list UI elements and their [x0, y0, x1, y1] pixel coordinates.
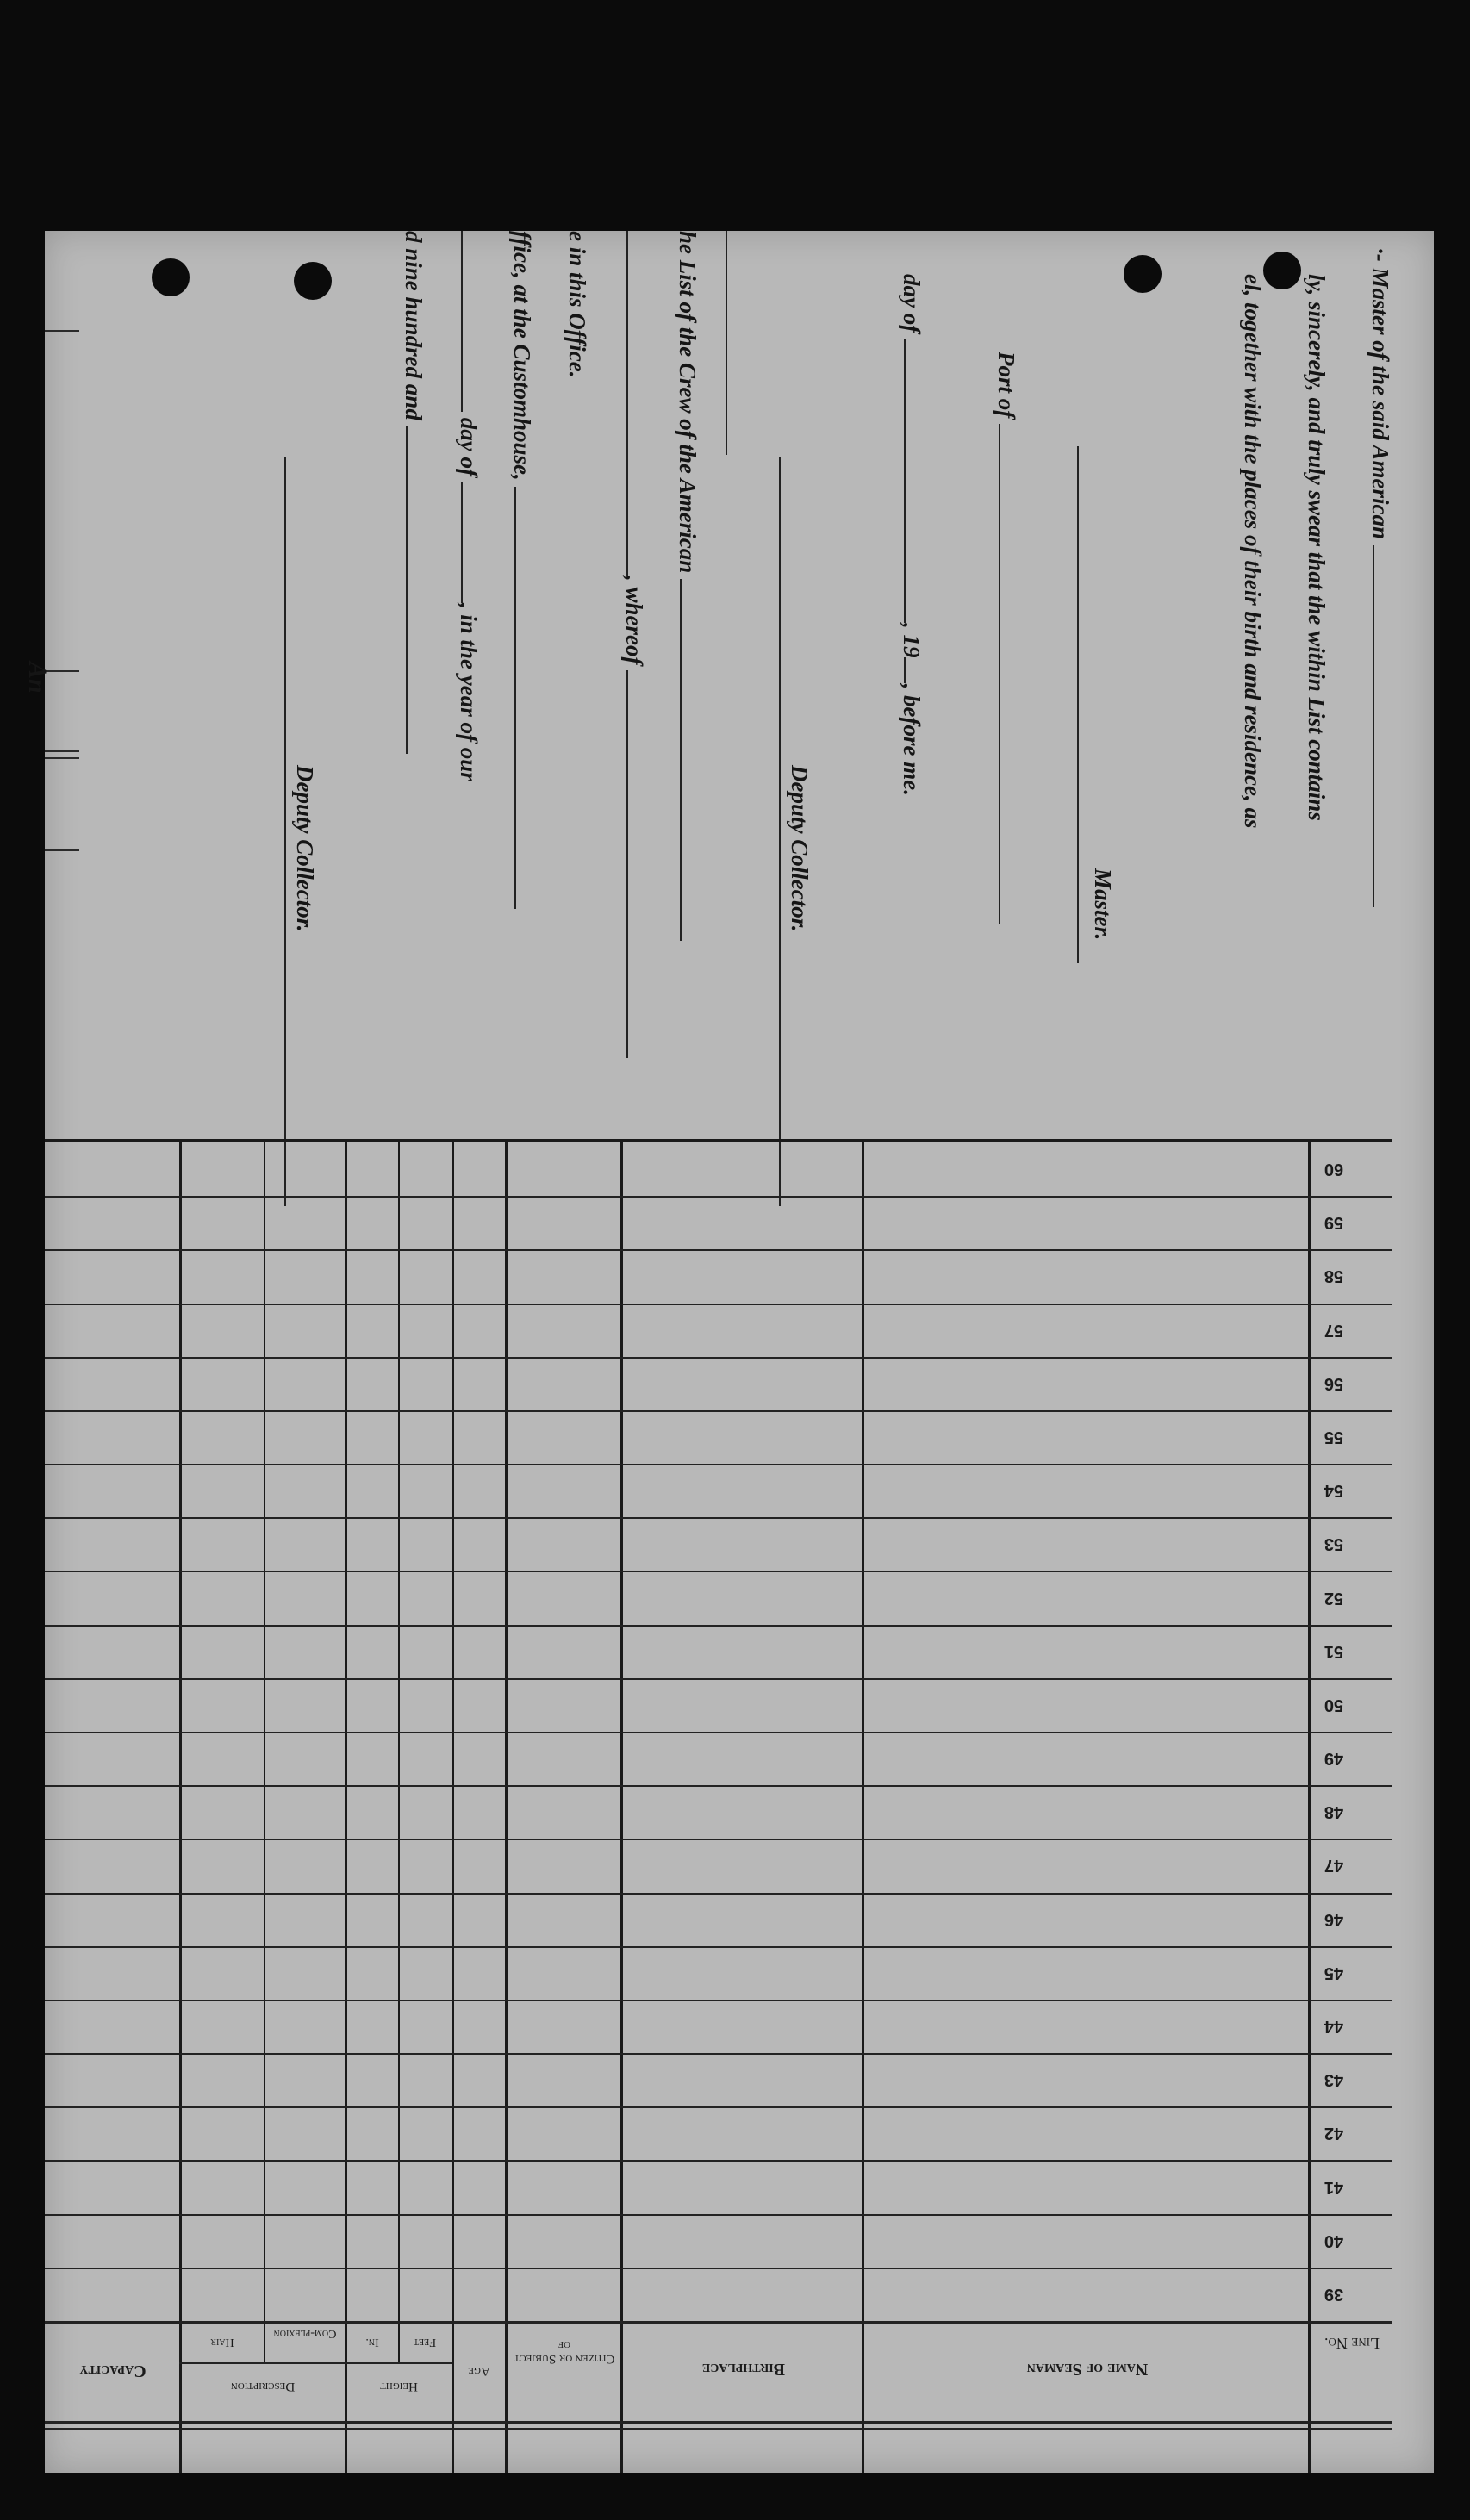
line-number: 53 [1324, 1534, 1344, 1553]
header-feet: Feet [413, 2336, 437, 2349]
table-row-line [45, 1732, 1392, 1733]
table-row-line [45, 1517, 1392, 1519]
line-number: 45 [1324, 1963, 1344, 1982]
line-number: 51 [1324, 1642, 1344, 1661]
height-desc-subheader-line [179, 2362, 452, 2364]
side-fragment-text: An [23, 662, 52, 694]
header-inches: In. [365, 2336, 379, 2349]
edge-stub [45, 330, 79, 332]
punch-hole [1263, 252, 1301, 289]
oath-line-3: el, together with the places of their birth and residence, as [1240, 274, 1266, 829]
table-row-line [45, 1893, 1392, 1895]
header-bottom-line [45, 2421, 1392, 2424]
header-hair: Hair [210, 2336, 234, 2349]
header-description: Description [230, 2380, 296, 2393]
oath-line-2: ly, sincerely, and truly swear that the within List contains [1304, 274, 1330, 821]
col-citizen-divider [505, 1139, 508, 2473]
table-row-line [45, 2000, 1392, 2001]
oath-master-label: Master. [1090, 868, 1116, 941]
table-row-line [45, 2268, 1392, 2269]
line-number: 39 [1324, 2285, 1344, 2304]
short-line [726, 231, 727, 455]
line-number: 54 [1324, 1481, 1344, 1500]
table-row-line [45, 1464, 1392, 1465]
table-row-line [45, 2214, 1392, 2216]
col-complexion-divider [264, 1139, 265, 2362]
col-name-divider [862, 1139, 864, 2473]
table-row-line [45, 2053, 1392, 2055]
line-number: 59 [1324, 1213, 1344, 1232]
header-age: Age [468, 2364, 490, 2378]
master-signature-line [1077, 446, 1079, 963]
line-number: 55 [1324, 1428, 1344, 1447]
table-row-line [45, 1357, 1392, 1359]
table-row-line [45, 2106, 1392, 2108]
table-row-line [45, 1946, 1392, 1948]
table-row-line [45, 1625, 1392, 1627]
line-number: 44 [1324, 2017, 1344, 2036]
deputy-signature-line-1 [779, 457, 781, 1206]
line-number: 57 [1324, 1321, 1344, 1340]
line-number: 46 [1324, 1910, 1344, 1929]
header-top-line [45, 2321, 1392, 2324]
line-number: 56 [1324, 1374, 1344, 1393]
oath-crew-list-line: he List of the Crew of the American [674, 231, 701, 941]
table-row-line [45, 1410, 1392, 1412]
header-birthplace: Birthplace [701, 2360, 786, 2379]
line-number: 41 [1324, 2178, 1344, 2197]
punch-hole [152, 258, 190, 296]
deputy-signature-line-2 [284, 457, 286, 1206]
table-row-line [45, 1839, 1392, 1840]
line-number: 58 [1324, 1266, 1344, 1285]
oath-customhouse-line: ffice, at the Customhouse, [508, 231, 536, 909]
edge-stub [45, 750, 79, 752]
col-birthplace-divider [620, 1139, 623, 2473]
deputy-collector-label-1: Deputy Collector. [787, 765, 813, 932]
oath-line-1: ·- Master of the said American [1367, 248, 1394, 907]
line-number: 40 [1324, 2231, 1344, 2250]
line-number: 60 [1324, 1160, 1344, 1179]
line-number: 52 [1324, 1589, 1344, 1608]
line-number: 48 [1324, 1802, 1344, 1821]
crew-list-sheet [23, 231, 1434, 2473]
deputy-collector-label-2: Deputy Collector. [292, 765, 318, 932]
header-name-of-seaman: Name of Seaman [1026, 2360, 1149, 2379]
line-number: 49 [1324, 1749, 1344, 1768]
header-citizen: Citizen or Subject of [514, 2338, 615, 2366]
header-bottom-line-double [45, 2428, 1392, 2430]
header-capacity: Capacity [79, 2361, 146, 2380]
col-hair-divider [179, 1139, 182, 2473]
header-line-no: Line No. [1324, 2335, 1380, 2352]
col-age-divider [452, 1139, 454, 2473]
oath-whereof-line: , whereof [620, 231, 648, 1058]
table-row-line [45, 1249, 1392, 1251]
line-number: 42 [1324, 2124, 1344, 2143]
oath-day-year-line: day of , in the year of our [455, 231, 483, 781]
table-row-line [45, 2160, 1392, 2162]
oath-office-line: e in this Office. [564, 231, 590, 378]
table-row-line [45, 1571, 1392, 1572]
line-number: 50 [1324, 1696, 1344, 1714]
edge-stub [45, 849, 79, 851]
punch-hole [294, 262, 332, 300]
header-height: Height [380, 2380, 418, 2393]
table-row-line [45, 1678, 1392, 1680]
table-row-line [45, 1785, 1392, 1787]
line-number: 47 [1324, 1856, 1344, 1875]
oath-nine-hundred-line: d nine hundred and [400, 231, 427, 754]
line-number: 43 [1324, 2070, 1344, 2089]
table-row-line [45, 1304, 1392, 1305]
col-line-no-divider [1308, 1139, 1311, 2473]
table-top-border [45, 1139, 1392, 1142]
col-inches-divider [345, 1139, 347, 2473]
oath-day-line: day of , 19, before me. [899, 274, 925, 796]
col-feet-divider [398, 1139, 400, 2362]
oath-port-line: Port of [993, 352, 1020, 924]
punch-hole [1124, 255, 1162, 293]
edge-stub [45, 757, 79, 759]
table-row-line [45, 1196, 1392, 1198]
header-complexion: Com-plexion [273, 2327, 337, 2340]
